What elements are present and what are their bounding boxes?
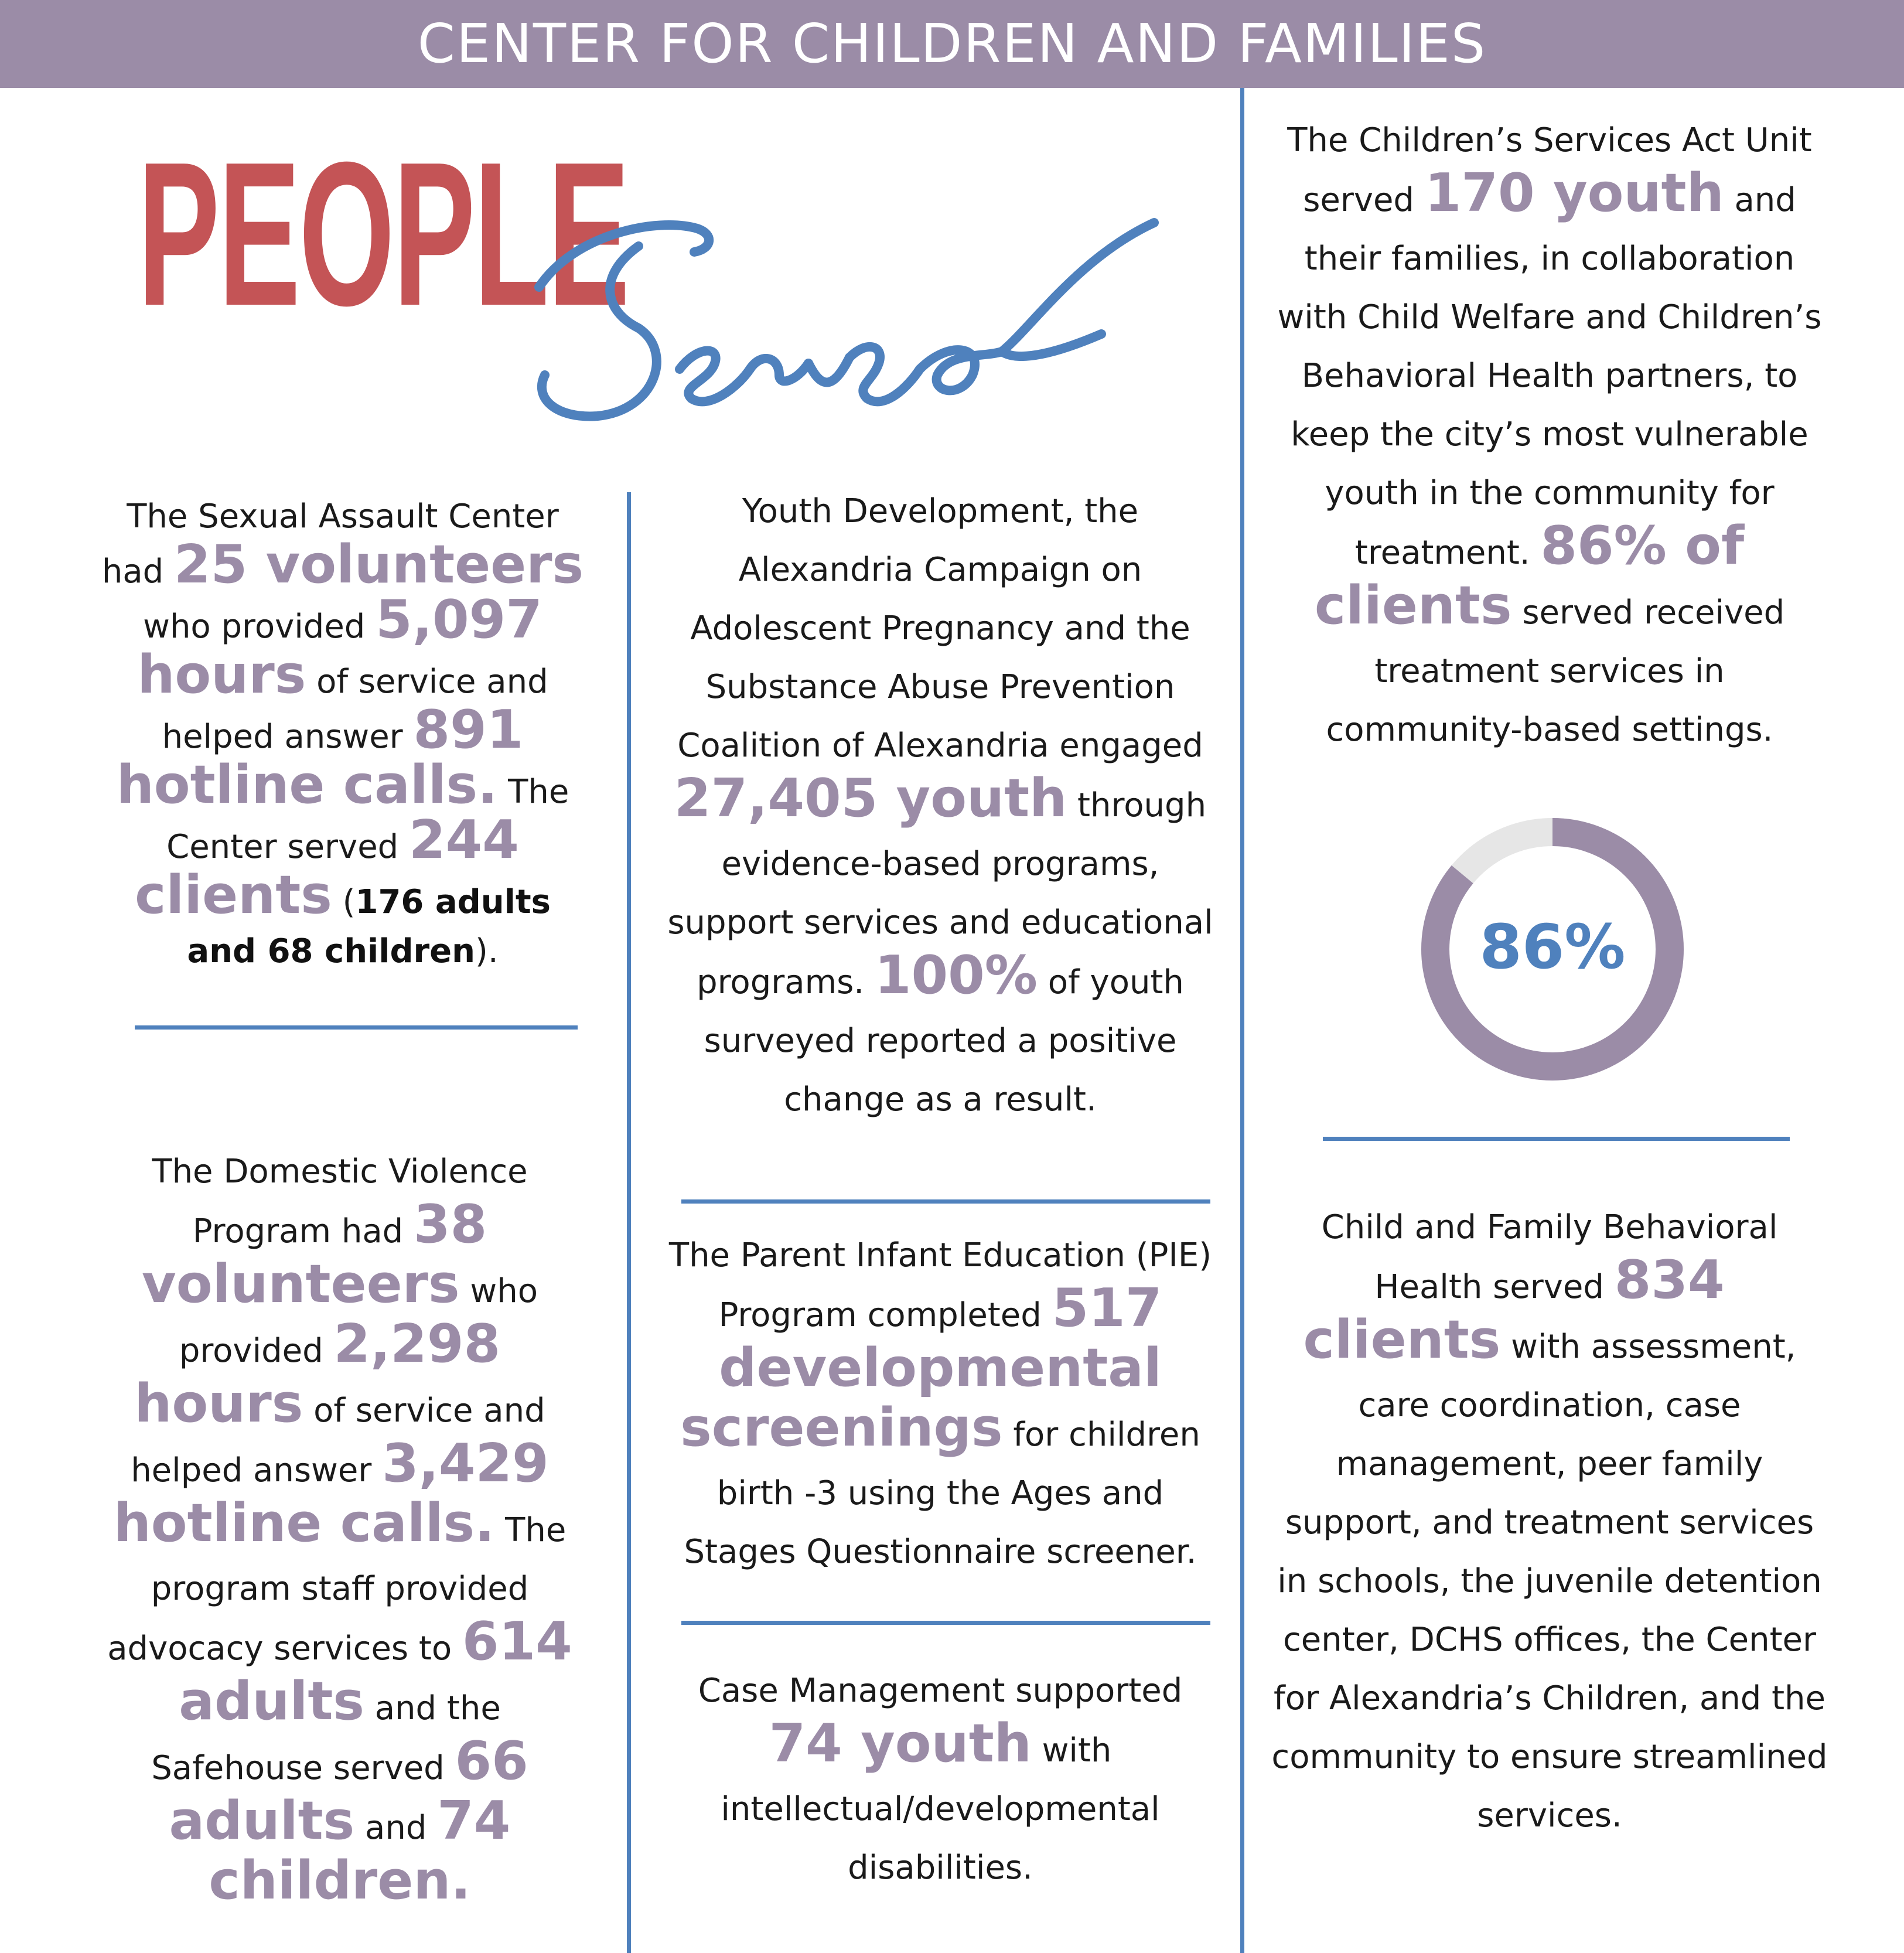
bh-text-2: with assessment, care coordination, case management, peer family support, and treatment services in schools, the juvenile detention center, DCHS offices, the Center for Alexandria’s Children, and the community to ensure streamlined services. [1271, 1328, 1828, 1835]
csa-text-1: The Children’s Services Act Unit served [1287, 121, 1812, 219]
dv-text-1: The Domestic Violence Program had [152, 1153, 528, 1250]
heading-served-script [504, 211, 1166, 428]
pie-text-2: for children birth -3 using the Ages and Stages Questionnaire screener. [684, 1416, 1200, 1571]
case-management-text [662, 1662, 1219, 1897]
percent-donut-chart [1418, 814, 1687, 1084]
section-divider-middle-1 [681, 1199, 1210, 1204]
cm-text-2: with intellectual/developmental disabilities. [721, 1732, 1160, 1887]
cm-youth-stat: 74 youth [769, 1713, 1032, 1774]
yd-percent-stat: 100% [874, 945, 1038, 1006]
donut-label: 86% [1479, 911, 1626, 983]
column-divider-left [627, 492, 631, 1953]
dv-volunteers-stat: 38 volunteers [142, 1194, 487, 1315]
cm-text-1: Case Management supported [698, 1672, 1183, 1710]
csa-text-2: and their families, in collaboration with Child Welfare and Children’s Behavioral Health partners, to keep the city’s most vulnerable youth in the community for treatment. [1277, 181, 1822, 572]
sac-text-1: The Sexual Assault Center had [101, 497, 559, 591]
page-banner: CENTER FOR CHILDREN AND FAMILIES [0, 0, 1904, 88]
yd-text-2: through evidence-based programs, support services and educational programs. [667, 786, 1213, 1001]
sac-text-2: who provided [143, 608, 376, 646]
dv-text-6: and [354, 1809, 438, 1847]
bh-clients-stat: 834 clients [1303, 1249, 1725, 1371]
dv-text-2: who provided [179, 1272, 538, 1370]
youth-development-text [662, 482, 1219, 1129]
pie-screenings-stat: 517 developmental screenings [680, 1277, 1162, 1458]
dv-hours-stat: 2,298 hours [134, 1313, 501, 1434]
yd-text-1: Youth Development, the Alexandria Campaign on Adolescent Pregnancy and the Substance Abuse Prevention Coalition of Alexandria engaged [677, 492, 1203, 765]
sac-text-5: ( [332, 883, 356, 921]
dv-text-4: The program staff provided advocacy services to [107, 1511, 567, 1668]
sac-hotline-stat: 891 hotline calls. [116, 699, 524, 816]
section-divider-left [135, 1025, 578, 1030]
dv-text-5: and the Safehouse served [151, 1689, 501, 1787]
section-divider-right [1323, 1137, 1790, 1141]
csa-text-3: served received treatment services in community-based settings. [1326, 594, 1785, 749]
sac-text-6: ). [475, 932, 499, 970]
dv-adults-stat: 614 adults [179, 1611, 572, 1732]
pie-text-1: The Parent Infant Education (PIE) Program completed [668, 1236, 1212, 1334]
sac-volunteers-stat: 25 volunteers [174, 534, 584, 595]
yd-text-3: of youth surveyed reported a positive change as a result. [704, 963, 1184, 1119]
bh-text-1: Child and Family Behavioral Health served [1321, 1208, 1778, 1306]
behavioral-health-text [1268, 1198, 1831, 1845]
sac-text-3: of service and helped answer [162, 663, 548, 756]
sexual-assault-center-text [97, 492, 589, 976]
column-divider-right [1240, 88, 1244, 1953]
section-divider-middle-2 [681, 1621, 1210, 1625]
sac-clients-stat: 244 clients [135, 809, 519, 926]
csa-youth-stat: 170 youth [1424, 162, 1724, 224]
dv-text-3: of service and helped answer [131, 1392, 545, 1490]
sac-text-4: The Center served [166, 773, 569, 866]
dv-hotline-stat: 3,429 hotline calls. [113, 1433, 549, 1554]
domestic-violence-text [88, 1143, 592, 1917]
yd-youth-stat: 27,405 youth [674, 768, 1067, 829]
csa-unit-text [1271, 111, 1828, 759]
sac-breakdown: 176 adults and 68 children [187, 883, 551, 970]
pie-program-text [662, 1226, 1219, 1582]
dv-safehouse-adults-stat: 66 adults [169, 1730, 528, 1852]
sac-hours-stat: 5,097 hours [137, 589, 542, 705]
dv-safehouse-children-stat: 74 children. [209, 1790, 511, 1911]
csa-clients-stat: 86% of clients [1314, 515, 1745, 636]
heading-people: PEOPLE [138, 120, 629, 349]
